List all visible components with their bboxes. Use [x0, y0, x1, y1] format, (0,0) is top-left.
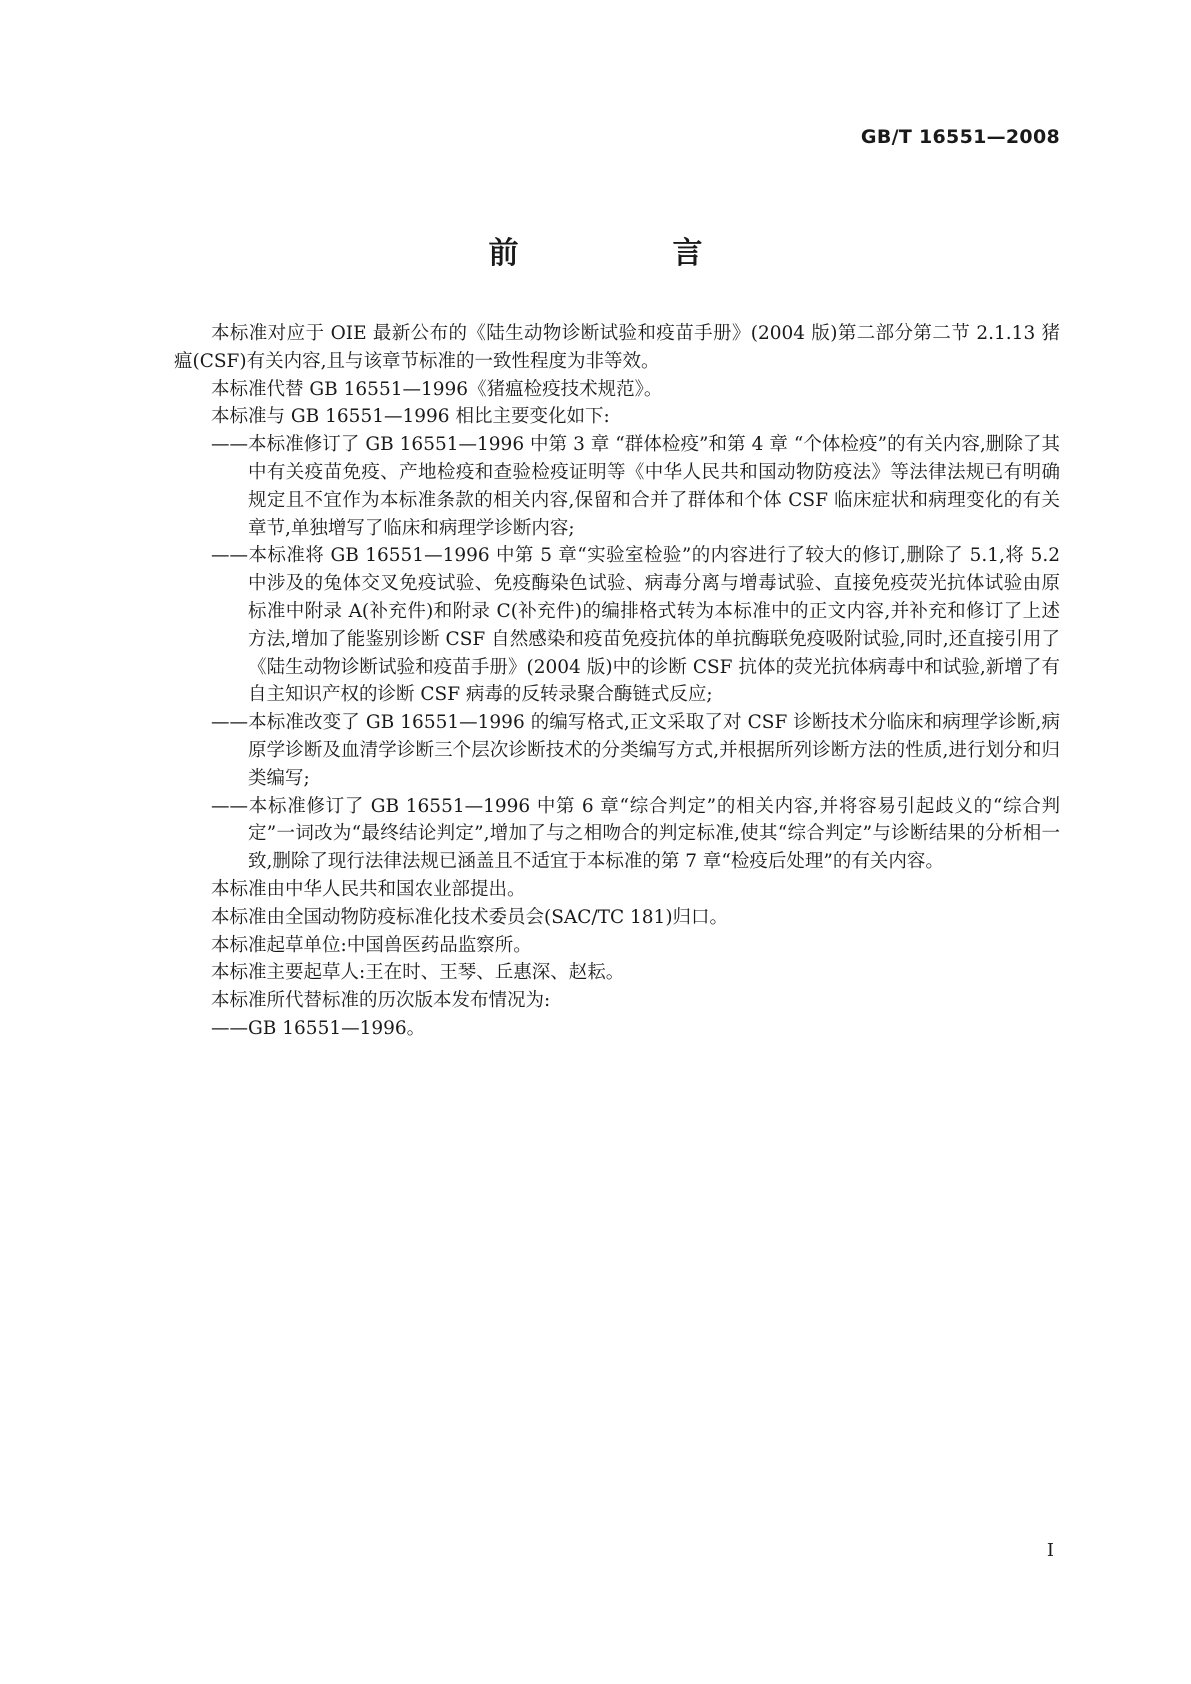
change-item: ——本标准改变了 GB 16551—1996 的编写格式,正文采取了对 CSF 诊断技术分临床和病理学诊断,病原学诊断及血清学诊断三个层次诊断技术的分类编写方式,并根据所列诊断方法的性质,进行划分和归类编写; [211, 712, 1060, 789]
paragraph-replaces: 本标准代替 GB 16551—1996《猪瘟检疫技术规范》。 [211, 378, 663, 400]
change-item: ——本标准修订了 GB 16551—1996 中第 6 章“综合判定”的相关内容,并将容易引起歧义的“综合判定”一词改为“最终结论判定”,增加了与之相吻合的判定标准,使其“综合判定”与诊断结果的分析相一致,删除了现行法律法规已涵盖且不适宜于本标准的第 7 章“检疫后处理”的有关内容。 [211, 795, 1060, 873]
paragraph-changes-intro: 本标准与 GB 16551—1996 相比主要变化如下: [211, 406, 610, 428]
standard-code: GB/T 16551—2008 [860, 126, 1060, 148]
paragraph-drafting-unit: 本标准起草单位:中国兽医药品监察所。 [211, 934, 532, 956]
change-item: ——本标准修订了 GB 16551—1996 中第 3 章 “群体检疫”和第 4 章 “个体检疫”的有关内容,删除了其中有关疫苗免疫、产地检疫和查验检疫证明等《中华人民共和国动物防疫法》等法律法规已有明确规定且不宜作为本标准条款的相关内容,保留和合并了群体和个体 CSF 临床症状和病理变化的有关章节,单独增写了临床和病理学诊断内容; [211, 434, 1060, 539]
paragraph-administered-by: 本标准由全国动物防疫标准化技术委员会(SAC/TC 181)归口。 [211, 906, 729, 928]
paragraph-history-intro: 本标准所代替标准的历次版本发布情况为: [211, 990, 551, 1012]
change-item: ——本标准将 GB 16551—1996 中第 5 章“实验室检验”的内容进行了较大的修订,删除了 5.1,将 5.2 中涉及的兔体交叉免疫试验、免疫酶染色试验、病毒分离与增毒试验、直接免疫荧光抗体试验由原标准中附录 A(补充件)和附录 C(补充件)的编排格式转为本标准中的正文内容,并补充和修订了上述方法,增加了能鉴别诊断 CSF 自然感染和疫苗免疫抗体的单抗酶联免疫吸附试验,同时,还直接引用了《陆生动物诊断试验和疫苗手册》(2004 版)中的诊断 CSF 抗体的荧光抗体病毒中和试验,新增了有自主知识产权的诊断 CSF 病毒的反转录聚合酶链式反应; [211, 545, 1060, 706]
paragraph-proposed-by: 本标准由中华人民共和国农业部提出。 [211, 878, 526, 900]
history-item: ——GB 16551—1996。 [211, 1017, 426, 1039]
foreword-body [174, 320, 1060, 1043]
page-title: 前 言 [488, 236, 765, 271]
page-number: I [1046, 1540, 1054, 1561]
paragraph-drafters: 本标准主要起草人:王在时、王琴、丘惠深、赵耘。 [211, 962, 625, 984]
paragraph-correspondence: 本标准对应于 OIE 最新公布的《陆生动物诊断试验和疫苗手册》(2004 版)第二部分第二节 2.1.13 猪瘟(CSF)有关内容,且与该章节标准的一致性程度为非等效。 [174, 323, 1060, 372]
